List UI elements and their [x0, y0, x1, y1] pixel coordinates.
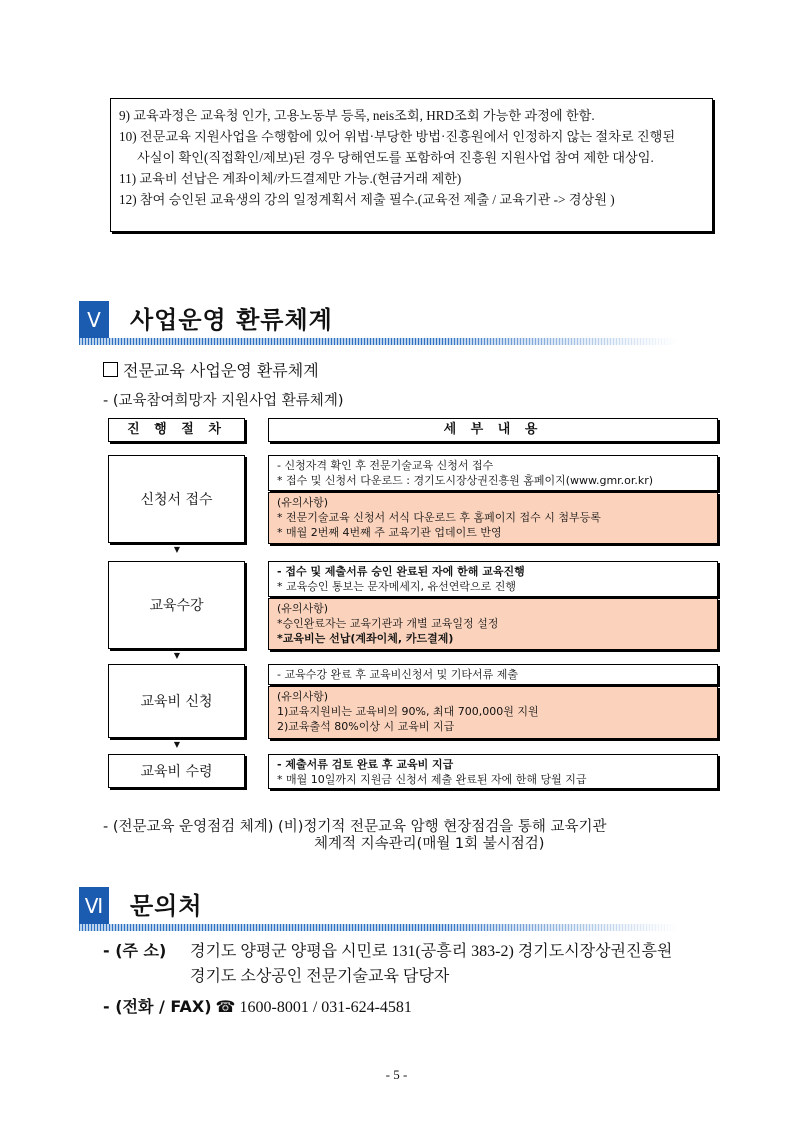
caution-line: *교육비는 선납(계좌이체, 카드결제) [277, 632, 454, 645]
note-9: 9) 교육과정은 교육청 인가, 고용노동부 등록, neis조회, HRD조회 가능한 과정에 한함. [119, 108, 595, 123]
header-procedure: 진 행 절 차 [108, 418, 245, 442]
checkbox-icon [103, 362, 118, 377]
step-label: 교육수강 [149, 598, 204, 614]
step-application [108, 455, 245, 543]
inspection-line-2: 체계적 지속관리(매월 1회 불시점검) [314, 836, 545, 852]
caution-line: * 매월 2번째 4번째 주 교육기관 업데이트 반영 [277, 526, 502, 539]
step-label: 신청서 접수 [140, 492, 213, 508]
caution-line: 2)교육출석 80%이상 시 교육비 지급 [277, 720, 455, 733]
step-fee-request [108, 664, 245, 738]
note-10: 10) 전문교육 지원사업을 수행함에 있어 위법·부당한 방법·진흥원에서 인정하지 않는 절차로 진행된 [119, 129, 676, 144]
inspection-line-1: - (전문교육 운영점검 체계) (비)정기적 전문교육 암행 현장점검을 통해 교육기관 [103, 819, 607, 835]
phone-value: 1600-8001 / 031-624-4581 [239, 999, 412, 1016]
caution-line: 1)교육지원비는 교육비의 90%, 최대 700,000원 지원 [277, 705, 539, 718]
caution-line: (유의사항) [277, 496, 329, 509]
step-2-caution [268, 598, 718, 650]
down-arrow-icon: ▼ [173, 740, 181, 749]
section-5-subhead-text: 전문교육 사업운영 환류체계 [123, 361, 319, 380]
detail-line: * 접수 및 신청서 다운로드 : 경기도시장상권진흥원 홈페이지(www.gmr.or.kr) [277, 474, 654, 487]
notes-box [110, 98, 713, 232]
step-label: 교육비 수령 [140, 764, 213, 780]
step-2-detail [268, 561, 718, 597]
address-line-2: 경기도 소상공인 전문기술교육 담당자 [190, 968, 450, 985]
step-4-detail [268, 754, 718, 789]
note-10-cont: 사실이 확인(직접확인/제보)된 경우 당해연도를 포함하여 진흥원 지원사업 참여 제한 대상임. [137, 150, 654, 165]
down-arrow-icon: ▼ [173, 545, 181, 554]
section-6-number: Ⅵ [79, 887, 109, 925]
page-number: - 5 - [385, 1067, 408, 1082]
section-6-divider [79, 924, 679, 931]
phone-icon: ☎ [215, 999, 236, 1016]
caution-line: (유의사항) [277, 690, 329, 703]
note-12: 12) 참여 승인된 교육생의 강의 일정계획서 제출 필수.(교육전 제출 / 교육기관 -> 경상원 ) [119, 192, 615, 207]
step-3-caution [268, 686, 718, 739]
detail-line: - 제출서류 검토 완료 후 교육비 지급 [277, 758, 454, 771]
step-label: 교육비 신청 [140, 694, 213, 710]
step-course [108, 561, 245, 649]
detail-line: - 교육수강 완료 후 교육비신청서 및 기타서류 제출 [277, 668, 518, 681]
detail-line: * 교육승인 통보는 문자메세지, 유선연락으로 진행 [277, 580, 516, 593]
down-arrow-icon: ▼ [173, 651, 181, 660]
phone-line [103, 994, 412, 1017]
section-5-subhead [103, 358, 319, 381]
address-line-1: 경기도 양평군 양평읍 시민로 131(공흥리 383-2) 경기도시장상권진흥원 [190, 943, 673, 960]
note-11: 11) 교육비 선납은 계좌이체/카드결제만 가능.(현금거래 제한) [119, 171, 462, 186]
caution-line: (유의사항) [277, 602, 329, 615]
header-detail: 세 부 내 용 [268, 418, 718, 442]
phone-label: - (전화 / FAX) [103, 997, 212, 1016]
address-label [103, 938, 166, 961]
detail-line: * 매월 10일까지 지원금 신청서 제출 완료된 자에 한해 당월 지급 [277, 773, 587, 786]
step-3-detail [268, 664, 718, 685]
detail-line: - 신청자격 확인 후 전문기술교육 신청서 접수 [277, 459, 494, 472]
caution-line: * 전문기술교육 신청서 서식 다운로드 후 홈페이지 접수 시 첨부등록 [277, 511, 601, 524]
caution-line: *승인완료자는 교육기관과 개별 교육일정 설정 [277, 617, 499, 630]
step-1-detail [268, 455, 718, 491]
section-5-number: Ⅴ [79, 301, 109, 339]
step-1-caution [268, 492, 718, 544]
section-6-title: 문의처 [130, 892, 203, 920]
detail-line: - 접수 및 제출서류 승인 완료된 자에 한해 교육진행 [277, 565, 525, 578]
section-5-divider [79, 338, 679, 345]
section-5-title: 사업운영 환류체계 [130, 306, 333, 334]
address-label-text: - (주 소) [103, 941, 167, 960]
section-5-subline: - (교육참여희망자 지원사업 환류체계) [103, 393, 344, 409]
step-fee-receipt [108, 754, 245, 788]
